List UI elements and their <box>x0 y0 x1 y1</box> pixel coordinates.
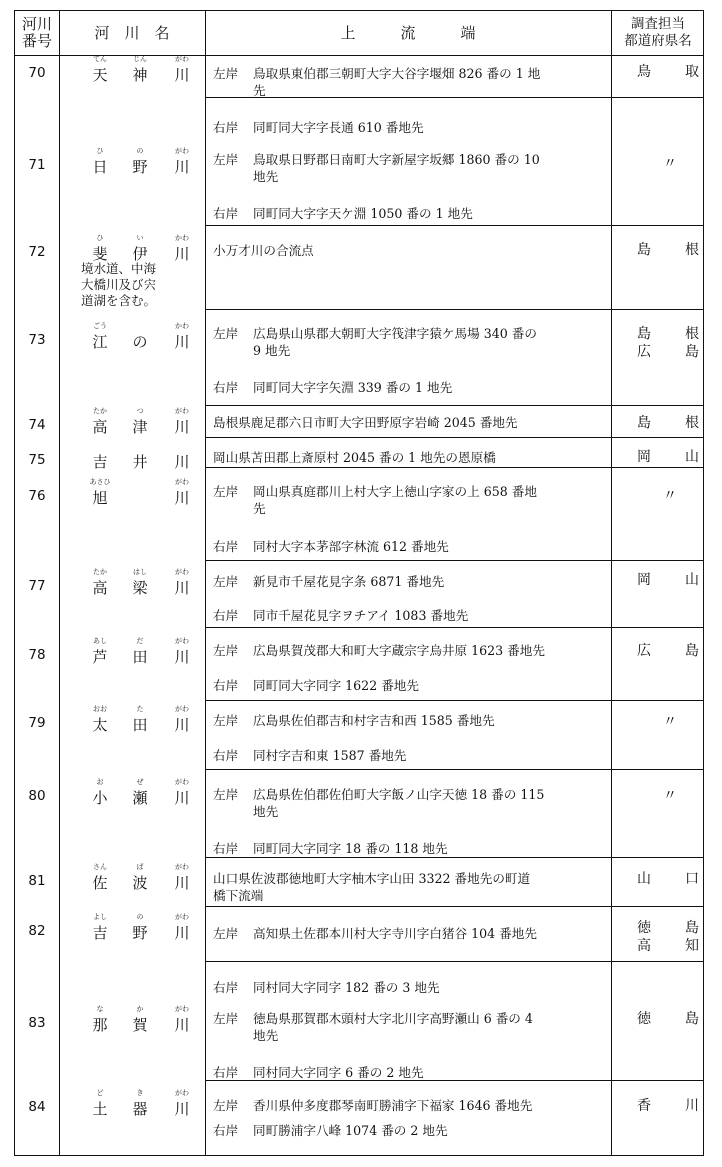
river-name-ruby: がわ <box>175 147 189 155</box>
prefecture-char: 鳥 <box>637 64 651 80</box>
upstream-entry <box>213 607 613 624</box>
entry-divider <box>205 97 703 98</box>
river-name-ruby: がわ <box>175 1089 189 1097</box>
upstream-text: 高知県土佐郡本川村大字寺川字白猪谷 104 番地先 <box>253 926 537 941</box>
bank-label: 左岸 <box>213 643 239 658</box>
river-name-char: の <box>132 333 148 351</box>
header-river-number-line2: 番号 <box>21 32 52 50</box>
bank-label: 右岸 <box>213 1065 239 1080</box>
river-name-char: 川 <box>174 579 190 597</box>
upstream-text: 新見市千屋花見字条 6871 番地先 <box>253 574 445 589</box>
ditto-mark: 〃 <box>663 788 677 804</box>
river-name-char: 波 <box>132 874 148 892</box>
bank-label: 右岸 <box>213 748 239 763</box>
bank-label: 左岸 <box>213 926 239 941</box>
river-name-ruby: がわ <box>175 407 189 415</box>
river-name-ruby: がわ <box>175 637 189 645</box>
river-name-char: 田 <box>132 716 148 734</box>
upstream-entry <box>213 1010 613 1044</box>
river-name-ruby: ひ <box>96 234 104 242</box>
bank-label: 左岸 <box>213 1011 239 1026</box>
river-name-char: 吉 <box>92 924 108 942</box>
prefecture-char: 根 <box>685 326 699 342</box>
entry-divider <box>205 1080 703 1081</box>
prefecture-char: 島 <box>685 643 699 659</box>
river-name-ruby: さん <box>93 863 107 871</box>
river-name-ruby: ごう <box>93 322 107 330</box>
upstream-entry <box>213 573 613 590</box>
upstream-text: 岡山県真庭郡川上村大字上徳山字家の上 658 番地 <box>253 484 537 499</box>
river-name-char: 瀬 <box>132 789 148 807</box>
prefecture-char: 川 <box>685 1098 699 1114</box>
upstream-entry <box>213 870 613 904</box>
river-name-char: 野 <box>132 158 148 176</box>
river-name-char: 川 <box>174 1016 190 1034</box>
prefecture-char: 山 <box>685 449 699 465</box>
bank-label: 右岸 <box>213 539 239 554</box>
upstream-text-continued: 地先 <box>253 804 279 819</box>
river-name-note: 道湖を含む。 <box>81 293 157 308</box>
river-number: 78 <box>28 647 46 663</box>
prefecture-char: 徳 <box>637 920 651 936</box>
entry-divider <box>205 560 703 561</box>
upstream-text-continued: 橋下流端 <box>213 888 264 903</box>
bank-label: 右岸 <box>213 380 239 395</box>
upstream-text-continued: 地先 <box>253 169 279 184</box>
river-name-char: 高 <box>92 418 108 436</box>
upstream-text: 広島県佐伯郡佐伯町大字飯ノ山字天徳 18 番の 115 <box>253 787 545 802</box>
prefecture-char: 口 <box>685 871 699 887</box>
upstream-entry <box>213 205 613 222</box>
river-number: 71 <box>28 157 46 173</box>
river-name-ruby: の <box>136 913 144 921</box>
river-name-char: 川 <box>174 1100 190 1118</box>
upstream-entry <box>213 1097 613 1114</box>
river-name-char: 川 <box>174 716 190 734</box>
upstream-text: 岡山県苫田郡上斎原村 2045 番の 1 地先の恩原橋 <box>213 450 496 465</box>
upstream-text: 鳥取県日野郡日南町大字新屋字坂郷 1860 番の 10 <box>253 152 540 167</box>
prefecture-char: 島 <box>637 242 651 258</box>
upstream-text: 同町同大字字矢淵 339 番の 1 地先 <box>253 380 453 395</box>
entry-divider <box>205 857 703 858</box>
river-table <box>14 10 704 1156</box>
river-name-ruby: の <box>136 147 144 155</box>
river-name-char: 日 <box>92 158 108 176</box>
prefecture-char: 島 <box>637 326 651 342</box>
river-number: 70 <box>28 65 46 81</box>
upstream-entry <box>213 677 613 694</box>
upstream-text: 徳島県那賀郡木頭村大字北川字高野瀬山 6 番の 4 <box>253 1011 533 1026</box>
bank-label: 左岸 <box>213 152 239 167</box>
upstream-entry <box>213 119 613 136</box>
entry-divider <box>205 700 703 701</box>
river-name-ruby: がわ <box>175 55 189 63</box>
bank-label: 右岸 <box>213 980 239 995</box>
prefecture-char: 高 <box>637 938 651 954</box>
entry-divider <box>205 627 703 628</box>
river-name-ruby: おお <box>93 705 107 713</box>
river-name-char: 川 <box>174 333 190 351</box>
upstream-entry <box>213 325 613 359</box>
river-name-char: 川 <box>174 874 190 892</box>
river-name-ruby: か <box>136 1005 144 1013</box>
river-name-ruby: お <box>96 778 104 786</box>
bank-label: 左岸 <box>213 326 239 341</box>
upstream-text: 香川県仲多度郡琴南町勝浦字下福家 1646 番地先 <box>253 1098 533 1113</box>
column-divider <box>59 11 60 1155</box>
river-number: 79 <box>28 715 46 731</box>
prefecture-char: 岡 <box>637 449 651 465</box>
upstream-entry <box>213 925 613 942</box>
upstream-entry <box>213 786 613 820</box>
river-name-char: 井 <box>132 453 148 471</box>
river-name-ruby: ど <box>96 1089 104 1097</box>
river-name-ruby: た <box>136 705 144 713</box>
ditto-mark: 〃 <box>663 488 677 504</box>
upstream-text: 島根県鹿足郡六日市町大字田野原字岩崎 2045 番地先 <box>213 415 518 430</box>
header-survey-prefecture-line2: 都道府県名 <box>624 33 692 49</box>
prefecture-char: 島 <box>637 415 651 431</box>
river-name-ruby: な <box>96 1005 104 1013</box>
bank-label: 左岸 <box>213 484 239 499</box>
entry-divider <box>205 405 703 406</box>
upstream-text: 同町同大字字天ケ淵 1050 番の 1 地先 <box>253 206 473 221</box>
prefecture-char: 島 <box>685 1011 699 1027</box>
upstream-text-continued: 先 <box>253 501 266 516</box>
river-name-ruby: あさひ <box>89 478 111 486</box>
bank-label: 左岸 <box>213 713 239 728</box>
upstream-entry <box>213 414 613 431</box>
river-name-char: 天 <box>92 66 108 84</box>
bank-label: 左岸 <box>213 787 239 802</box>
river-name-ruby: つ <box>136 407 144 415</box>
upstream-entry <box>213 712 613 729</box>
river-name-char: 川 <box>174 66 190 84</box>
river-name-char: 小 <box>92 789 108 807</box>
river-name-ruby: ひ <box>96 147 104 155</box>
entry-divider <box>205 961 703 962</box>
river-name-char: 旭 <box>92 489 108 507</box>
river-name-char: 賀 <box>132 1016 148 1034</box>
upstream-text: 同村大字本茅部字林流 612 番地先 <box>253 539 449 554</box>
upstream-entry <box>213 65 613 99</box>
upstream-text: 同村字吉和東 1587 番地先 <box>253 748 407 763</box>
entry-divider <box>205 467 703 468</box>
header-divider <box>15 55 703 56</box>
river-name-ruby: がわ <box>175 913 189 921</box>
bank-label: 右岸 <box>213 120 239 135</box>
river-name-char: 伊 <box>132 245 148 263</box>
prefecture-char: 根 <box>685 242 699 258</box>
header-river-name: 河 川 名 <box>94 23 170 42</box>
river-number: 76 <box>28 488 46 504</box>
river-name-char: 神 <box>132 66 148 84</box>
prefecture-char: 山 <box>637 871 651 887</box>
header-river-number-line1: 河川 <box>21 15 52 33</box>
river-name-ruby: かわ <box>175 322 189 330</box>
ditto-mark: 〃 <box>663 714 677 730</box>
river-name-char: 川 <box>174 489 190 507</box>
river-name-ruby: たか <box>93 407 107 415</box>
river-number: 77 <box>28 578 46 594</box>
river-name-char: 江 <box>92 333 108 351</box>
river-name-char: 器 <box>132 1100 148 1118</box>
river-number: 84 <box>28 1099 46 1115</box>
river-number: 74 <box>28 417 46 433</box>
entry-divider <box>205 437 703 438</box>
prefecture-char: 岡 <box>637 572 651 588</box>
river-name-ruby: い <box>136 234 144 242</box>
upstream-entry <box>213 979 613 996</box>
river-name-ruby: はし <box>133 568 147 576</box>
upstream-text: 鳥取県東伯郡三朝町大字大谷字堰畑 826 番の 1 地 <box>253 66 541 81</box>
upstream-text: 同村同大字同字 182 番の 3 地先 <box>253 980 440 995</box>
river-name-ruby: がわ <box>175 568 189 576</box>
upstream-text: 広島県佐伯郡吉和村字吉和西 1585 番地先 <box>253 713 495 728</box>
river-name-char: 芦 <box>92 648 108 666</box>
river-name-char: 斐 <box>92 245 108 263</box>
upstream-entry <box>213 379 613 396</box>
bank-label: 左岸 <box>213 66 239 81</box>
upstream-text-continued: 先 <box>253 83 266 98</box>
river-name-ruby: だ <box>136 637 144 645</box>
upstream-text: 小万才川の合流点 <box>213 243 314 258</box>
river-name-char: 野 <box>132 924 148 942</box>
river-name-ruby: がわ <box>175 863 189 871</box>
river-number: 75 <box>28 452 46 468</box>
prefecture-char: 広 <box>637 643 651 659</box>
upstream-text: 同町同大字字長通 610 番地先 <box>253 120 424 135</box>
river-name-ruby: ぜ <box>136 778 144 786</box>
river-name-char: 川 <box>174 158 190 176</box>
entry-divider <box>205 906 703 907</box>
prefecture-char: 徳 <box>637 1011 651 1027</box>
river-number: 81 <box>28 873 46 889</box>
header-upstream-end: 上 流 端 <box>340 23 476 42</box>
river-name-char: 川 <box>174 648 190 666</box>
column-divider <box>205 11 206 1155</box>
prefecture-char: 知 <box>685 938 699 954</box>
prefecture-char: 島 <box>685 920 699 936</box>
bank-label: 右岸 <box>213 678 239 693</box>
upstream-text: 同町勝浦字八峰 1074 番の 2 地先 <box>253 1123 448 1138</box>
upstream-entry <box>213 1122 613 1139</box>
river-name-ruby: ば <box>136 863 144 871</box>
prefecture-char: 香 <box>637 1098 651 1114</box>
river-name-char: 川 <box>174 789 190 807</box>
prefecture-char: 島 <box>685 344 699 360</box>
river-name-ruby: てん <box>93 55 107 63</box>
river-name-char: 川 <box>174 245 190 263</box>
bank-label: 右岸 <box>213 841 239 856</box>
river-name-ruby: よし <box>93 913 107 921</box>
bank-label: 左岸 <box>213 574 239 589</box>
river-number: 72 <box>28 244 46 260</box>
upstream-entry <box>213 151 613 185</box>
river-name-ruby: あし <box>93 637 107 645</box>
entry-divider <box>205 225 703 226</box>
river-name-ruby: かわ <box>175 234 189 242</box>
upstream-entry <box>213 747 613 764</box>
river-name-char: 川 <box>174 418 190 436</box>
upstream-entry <box>213 483 613 517</box>
header-survey-prefecture <box>611 11 705 55</box>
river-name-note: 大橋川及び宍 <box>81 277 157 292</box>
prefecture-char: 広 <box>637 344 651 360</box>
header-river-number <box>15 11 59 55</box>
river-name-char: 高 <box>92 579 108 597</box>
river-number: 82 <box>28 923 46 939</box>
upstream-text: 同市千屋花見字ヲチアイ 1083 番地先 <box>253 608 469 623</box>
river-name-char: 川 <box>174 924 190 942</box>
upstream-entry <box>213 1064 613 1081</box>
river-name-ruby: じん <box>133 55 147 63</box>
header-survey-prefecture-line1: 調査担当 <box>631 16 685 32</box>
river-number: 83 <box>28 1015 46 1031</box>
bank-label: 右岸 <box>213 1123 239 1138</box>
river-name-ruby: き <box>136 1089 144 1097</box>
river-name-char: 太 <box>92 716 108 734</box>
prefecture-char: 取 <box>685 64 699 80</box>
ditto-mark: 〃 <box>663 156 677 172</box>
river-name-ruby: がわ <box>175 778 189 786</box>
upstream-entry <box>213 242 613 259</box>
upstream-text: 同町同大字同字 1622 番地先 <box>253 678 419 693</box>
upstream-text-continued: 9 地先 <box>253 343 291 358</box>
river-name-char: 那 <box>92 1016 108 1034</box>
river-name-char: 吉 <box>92 453 108 471</box>
upstream-text: 山口県佐波郡徳地町大字柚木字山田 3322 番地先の町道 <box>213 871 531 886</box>
entry-divider <box>205 769 703 770</box>
upstream-text-continued: 地先 <box>253 1028 279 1043</box>
bank-label: 左岸 <box>213 1098 239 1113</box>
river-name-note: 境水道、中海 <box>81 261 157 276</box>
entry-divider <box>205 309 703 310</box>
bank-label: 右岸 <box>213 206 239 221</box>
upstream-entry <box>213 449 613 466</box>
river-name-char: 佐 <box>92 874 108 892</box>
river-number: 73 <box>28 332 46 348</box>
river-number: 80 <box>28 788 46 804</box>
bank-label: 右岸 <box>213 608 239 623</box>
upstream-entry <box>213 840 613 857</box>
upstream-entry <box>213 642 613 659</box>
river-name-char: 土 <box>92 1100 108 1118</box>
river-name-char: 田 <box>132 648 148 666</box>
river-name-char: 梁 <box>132 579 148 597</box>
river-name-char: 津 <box>132 418 148 436</box>
river-name-ruby: たか <box>93 568 107 576</box>
river-name-ruby: がわ <box>175 705 189 713</box>
upstream-entry <box>213 538 613 555</box>
upstream-text: 広島県賀茂郡大和町大字蔵宗字烏井原 1623 番地先 <box>253 643 545 658</box>
river-name-ruby: がわ <box>175 478 189 486</box>
upstream-text: 同村同大字同字 6 番の 2 地先 <box>253 1065 424 1080</box>
upstream-text: 同町同大字同字 18 番の 118 地先 <box>253 841 448 856</box>
river-name-char: 川 <box>174 453 190 471</box>
upstream-text: 広島県山県郡大朝町大字筏津字猿ケ馬場 340 番の <box>253 326 537 341</box>
prefecture-char: 山 <box>685 572 699 588</box>
river-name-ruby: がわ <box>175 1005 189 1013</box>
prefecture-char: 根 <box>685 415 699 431</box>
